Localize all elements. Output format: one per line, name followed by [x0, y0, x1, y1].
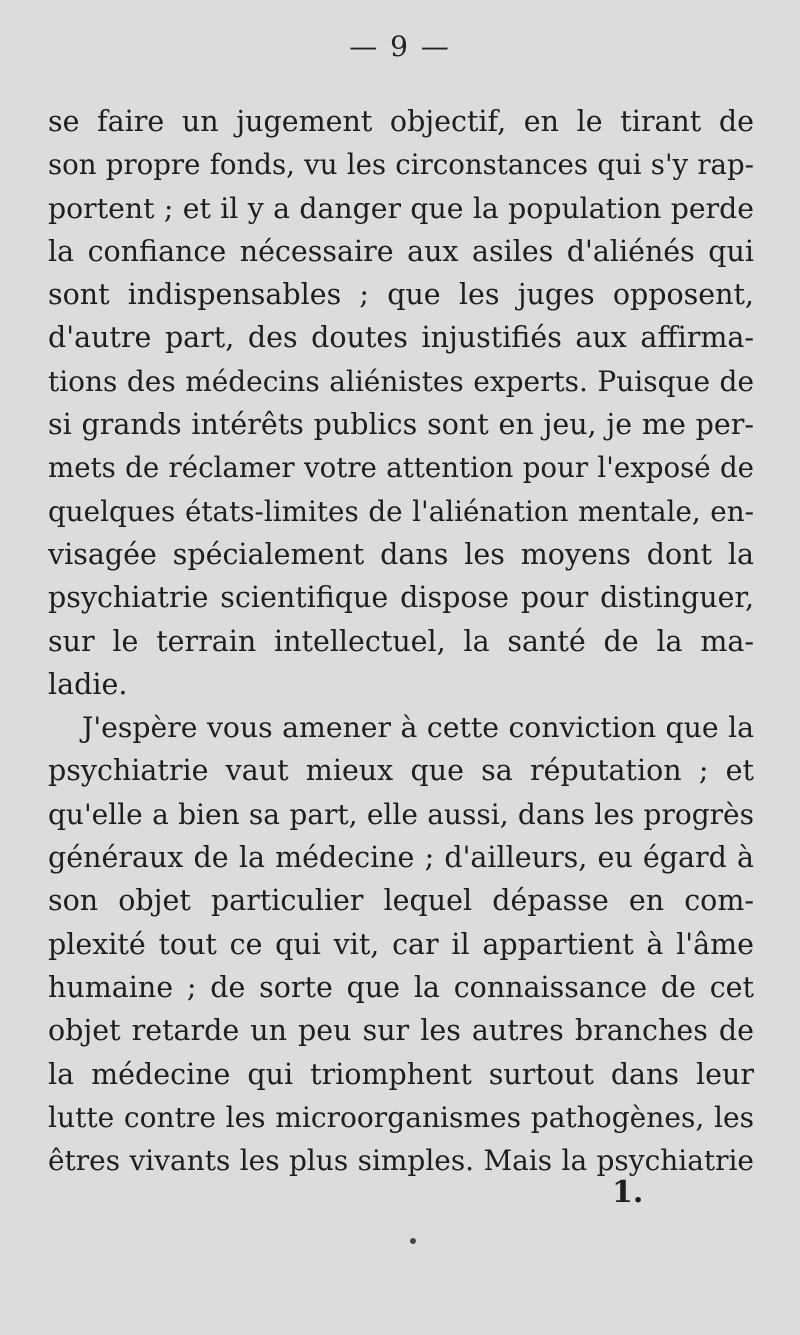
text-line: portent ; et il y a danger que la population perde: [48, 191, 754, 225]
text-line: son objet particulier lequel dépasse en com-: [48, 884, 754, 918]
text-line: psychiatrie scientifique dispose pour distinguer,: [48, 581, 754, 615]
text-line: objet retarde un peu sur les autres branches de: [48, 1014, 754, 1048]
text-line: qu'elle a bien sa part, elle aussi, dans les progrès: [48, 797, 754, 831]
text-line: visagée spécialement dans les moyens dont la: [48, 537, 754, 571]
page-number: — 9 —: [349, 30, 451, 63]
body-text: [48, 100, 754, 1182]
text-line: êtres vivants les plus simples. Mais la psychiatrie: [48, 1144, 754, 1178]
text-line: sont indispensables ; que les juges opposent,: [48, 278, 754, 312]
text-line: son propre fonds, vu les circonstances qui s'y rap-: [48, 148, 754, 182]
text-line: si grands intérêts publics sont en jeu, je me per-: [48, 408, 754, 442]
ink-speck: [410, 1238, 416, 1244]
text-line: lutte contre les microorganismes pathogènes, les: [48, 1100, 754, 1134]
text-line: humaine ; de sorte que la connaissance de cet: [48, 970, 754, 1004]
text-line: sur le terrain intellectuel, la santé de la ma-: [48, 624, 754, 658]
text-line: généraux de la médecine ; d'ailleurs, eu égard à: [48, 841, 754, 875]
text-line: se faire un jugement objectif, en le tirant de: [48, 105, 754, 138]
text-line: la médecine qui triomphent surtout dans leur: [48, 1057, 754, 1091]
text-line: quelques états-limites de l'aliénation mentale, en-: [48, 494, 754, 528]
signature-mark: 1.: [612, 1175, 644, 1210]
text-line: plexité tout ce qui vit, car il appartient à l'âme: [48, 927, 754, 961]
text-line: psychiatrie vaut mieux que sa réputation ; et: [48, 754, 754, 788]
text-line: la confiance nécessaire aux asiles d'aliénés qui: [48, 234, 754, 268]
text-line: J'espère vous amener à cette conviction que la: [82, 711, 754, 745]
text-line: mets de réclamer votre attention pour l'exposé de: [48, 451, 754, 485]
text-line: d'autre part, des doutes injustifiés aux affirma-: [48, 321, 754, 355]
text-line: tions des médecins aliénistes experts. Puisque de: [48, 364, 754, 398]
text-line: ladie.: [48, 667, 128, 701]
